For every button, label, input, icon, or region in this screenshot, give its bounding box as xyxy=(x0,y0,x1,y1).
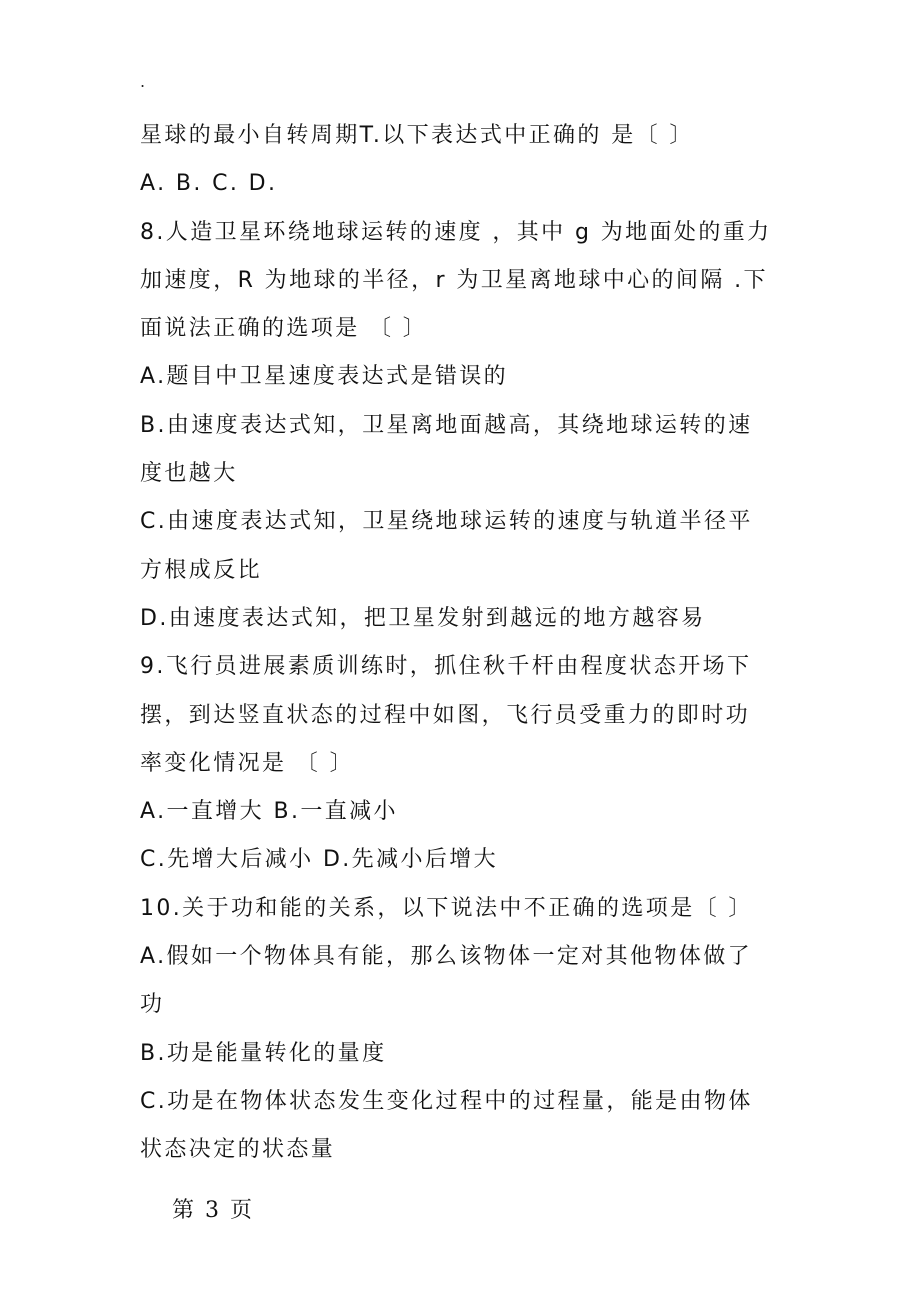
text-line: 率变化情况是 〔 〕 xyxy=(140,750,354,776)
text-line: 状态决定的状态量 xyxy=(140,1137,336,1163)
text-line: 摆，到达竖直状态的过程中如图，飞行员受重力的即时功 xyxy=(140,702,751,728)
page-number: 第 3 页 xyxy=(172,1198,252,1223)
text-body xyxy=(140,116,800,1179)
text-line: A.假如一个物体具有能，那么该物体一定对其他物体做了 xyxy=(140,944,753,970)
text-line: 星球的最小自转周期T.以下表达式中正确的 是〔 〕 xyxy=(140,123,694,148)
text-line: A. B. C. D. xyxy=(140,171,278,197)
text-line: C.由速度表达式知，卫星绕地球运转的速度与轨道半径平 xyxy=(140,509,753,535)
text-line: B.功是能量转化的量度 xyxy=(140,1040,387,1066)
text-line: 功 xyxy=(140,992,165,1018)
text-line: 9.飞行员进展素质训练时，抓住秋千杆由程度状态开场下 xyxy=(140,654,752,680)
header-dot: . xyxy=(140,72,146,91)
text-line: A.一直增大 B.一直减小 xyxy=(140,799,398,825)
text-line: C.功是在物体状态发生变化过程中的过程量，能是由物体 xyxy=(140,1088,753,1114)
text-line: 度也越大 xyxy=(140,461,238,487)
text-line: B.由速度表达式知，卫星离地面越高，其绕地球运转的速 xyxy=(140,412,753,438)
text-line: 8.人造卫星环绕地球运转的速度 ，其中 g 为地面处的重力 xyxy=(140,219,772,245)
text-line: 加速度，R 为地球的半径，r 为卫星离地球中心的间隔 .下 xyxy=(140,267,768,293)
text-line: 方根成反比 xyxy=(140,557,263,583)
text-line: 面说法正确的选项是 〔 〕 xyxy=(140,316,428,342)
text-line: D.由速度表达式知，把卫星发射到越远的地方越容易 xyxy=(140,605,706,631)
text-line: A.题目中卫星速度表达式是错误的 xyxy=(140,364,509,390)
text-line: C.先增大后减小 D.先减小后增大 xyxy=(140,847,499,873)
text-line: 10.关于功和能的关系，以下说法中不正确的选项是〔 〕 xyxy=(140,895,753,921)
